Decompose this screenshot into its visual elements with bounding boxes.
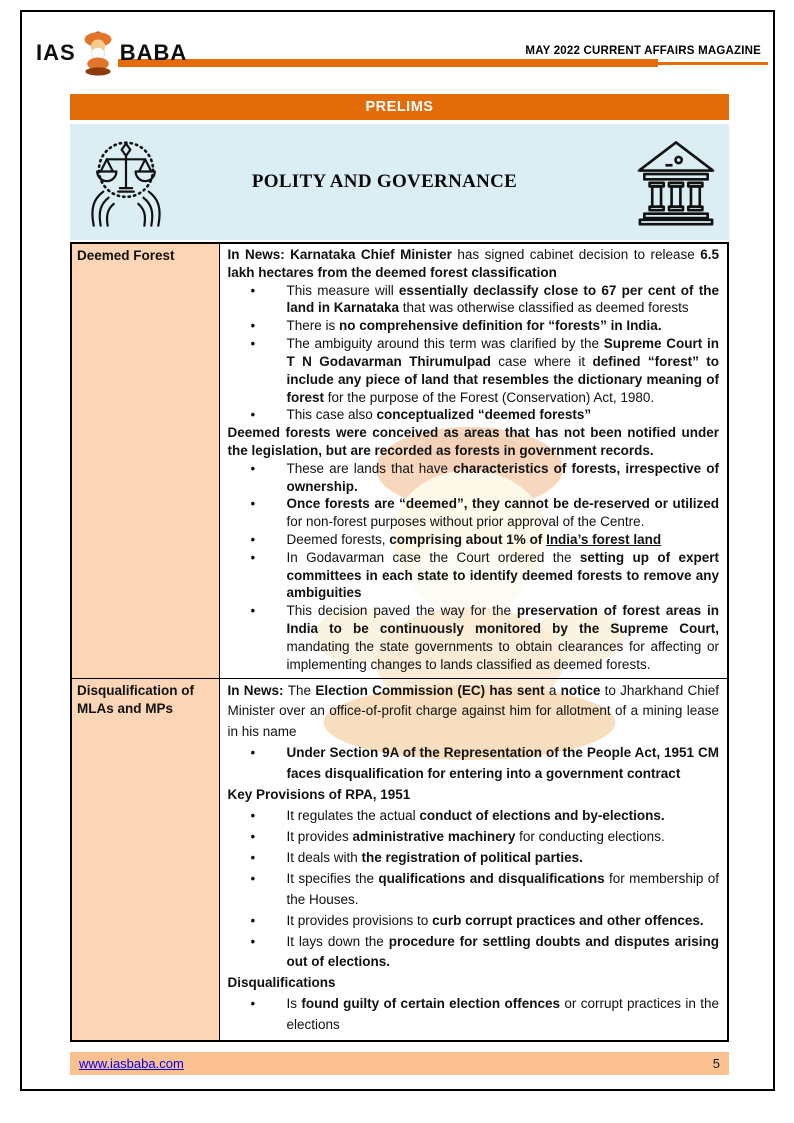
topic-content — [219, 243, 728, 678]
topic-label: Deemed Forest — [71, 243, 219, 678]
text-run: Supreme Court in T N Godavarman Thirumulpad — [286, 336, 719, 369]
bullet-text — [287, 531, 720, 549]
bullet-text — [287, 869, 720, 911]
bullet-text — [287, 806, 720, 827]
content-paragraph — [228, 785, 720, 806]
text-run: notice — [560, 682, 605, 698]
bullet-text — [287, 743, 720, 785]
text-run: It deals with — [286, 849, 362, 865]
text-run: case where it — [498, 353, 593, 369]
bullet-text — [287, 602, 720, 673]
bullet-text — [287, 827, 720, 848]
bullet-text — [287, 317, 720, 335]
text-run: characteristics of forests, irrespective of ownership. — [286, 460, 719, 494]
bullet-item — [228, 743, 720, 785]
text-run: The ambiguity around this term was clarified by the — [286, 336, 604, 352]
bullet-icon: • — [250, 745, 256, 761]
bullet-icon: • — [250, 828, 256, 844]
magazine-title: MAY 2022 CURRENT AFFAIRS MAGAZINE — [525, 45, 761, 57]
topics-table — [70, 242, 729, 1042]
logo-text-baba: BABA — [119, 40, 188, 65]
text-run: Key Provisions of RPA, 1951 — [227, 787, 411, 803]
bullet-icon: • — [250, 996, 256, 1012]
text-run: This case also — [286, 407, 377, 423]
bullet-item — [228, 317, 720, 335]
bullet-text — [287, 495, 720, 531]
bullet-text — [287, 994, 720, 1036]
bullet-text — [287, 932, 720, 974]
bullet-icon: • — [250, 549, 256, 565]
page-number: 5 — [712, 1056, 720, 1072]
text-run: It provides provisions to — [286, 912, 433, 928]
text-run: The — [287, 682, 316, 698]
text-run: setting up of expert committees in each state to identify deemed forests to remove any ambiguities — [286, 549, 719, 601]
text-run: In News: Karnataka Chief Minister — [227, 247, 458, 262]
header-logo — [36, 28, 187, 78]
baba-mascot-icon — [80, 28, 116, 78]
text-run: that was otherwise classified as deemed forests — [402, 300, 689, 316]
table-row — [71, 678, 728, 1041]
text-run: Election Commission (EC) has sent — [315, 682, 549, 698]
bullet-icon: • — [250, 603, 256, 619]
content-paragraph — [228, 973, 720, 994]
bullet-text — [287, 335, 720, 406]
text-run: no comprehensive definition for “forests” in India. — [339, 318, 662, 334]
text-run: defined “forest” to include any piece of land that resembles the dictionary meaning of forest — [286, 353, 719, 405]
text-run: curb corrupt practices and other offences. — [432, 912, 704, 928]
bullet-icon: • — [250, 496, 256, 512]
text-run: It provides — [286, 828, 353, 844]
content-paragraph — [228, 681, 720, 744]
scales-in-hands-icon — [78, 130, 174, 234]
topic-label: Disqualification of MLAs and MPs — [71, 678, 219, 1041]
text-run: These are lands that have — [286, 460, 454, 476]
content-paragraph — [228, 246, 720, 282]
bullet-item — [228, 806, 720, 827]
bullet-item — [228, 335, 720, 406]
bullet-item — [228, 848, 720, 869]
text-run: There is — [286, 318, 340, 334]
bullet-icon: • — [250, 460, 256, 476]
text-run: Is — [286, 996, 302, 1012]
bank-building-icon — [631, 138, 721, 226]
text-run: preservation of forest areas in India to be continuously monitored by the Supreme Court, — [286, 603, 719, 637]
bullet-icon: • — [250, 336, 256, 352]
bullet-item — [228, 406, 720, 424]
text-run: Under Section 9A of the Representation of the People Act, 1951 CM faces disqualification for entering into a government contract — [286, 745, 719, 782]
bullet-item — [228, 282, 720, 318]
section-banner — [70, 124, 729, 240]
text-run: or corrupt practices in the elections — [286, 996, 719, 1033]
text-run: Deemed forests were conceived as areas that has not been notified under the legislation, but are recorded as forests in government records. — [227, 425, 719, 458]
bullet-text — [287, 848, 720, 869]
bullet-item — [228, 932, 720, 974]
text-run: Disqualifications — [227, 975, 336, 991]
text-run: 6.5 lakh hectares from the deemed forest classification — [227, 247, 720, 280]
text-run: In News: — [227, 682, 288, 698]
content-paragraph — [228, 424, 720, 460]
text-run: In Godavarman case the Court ordered the — [286, 549, 580, 565]
bullet-icon: • — [250, 532, 256, 547]
text-run: conceptualized “deemed forests” — [376, 407, 592, 423]
text-run: India’s forest land — [546, 532, 662, 547]
text-run: for the purpose of the Forest (Conservation) Act, 1980. — [327, 389, 655, 405]
text-run: qualifications and disqualifications — [378, 870, 609, 886]
bullet-item — [228, 602, 720, 673]
text-run: a — [548, 682, 561, 698]
text-run: found guilty of certain election offences — [301, 996, 565, 1012]
bullet-item — [228, 549, 720, 602]
logo-text-ias: IAS — [36, 40, 76, 65]
topic-content — [219, 678, 728, 1041]
text-run: conduct of elections and by-elections. — [419, 808, 665, 824]
text-run: Deemed forests, — [286, 532, 390, 547]
text-run: comprising about 1% of — [389, 532, 547, 547]
text-run: administrative machinery — [352, 828, 520, 844]
text-run: This measure will — [286, 282, 399, 298]
bullet-icon: • — [250, 912, 256, 928]
website-link[interactable]: www.iasbaba.com — [79, 1056, 184, 1072]
bullet-item — [228, 460, 720, 496]
text-run: for conducting elections. — [519, 828, 665, 844]
bullet-icon: • — [250, 849, 256, 865]
text-run: mandating the state governments to obtain clearances for affecting or implementing changes to lands classified as deemed forests. — [286, 638, 719, 672]
bullet-item — [228, 531, 720, 549]
text-run: the registration of political parties. — [361, 849, 583, 865]
text-run: has signed cabinet decision to release — [457, 247, 701, 262]
bullet-icon: • — [250, 870, 256, 886]
bullet-item — [228, 911, 720, 932]
bullet-item — [228, 827, 720, 848]
magazine-page — [20, 10, 775, 1091]
header-rule-thin — [656, 62, 768, 65]
bullet-text — [287, 282, 720, 318]
bullet-icon: • — [250, 318, 256, 334]
bullet-item — [228, 495, 720, 531]
text-run: essentially declassify close to 67 per cent of the land in Karnataka — [286, 282, 719, 316]
bullet-icon: • — [250, 933, 256, 949]
text-run: for membership of the Houses. — [286, 870, 719, 907]
text-run: to Jharkhand Chief Minister over an office-of-profit charge against him for allotment of a mining lease in his name — [227, 682, 720, 740]
text-run: It specifies the — [286, 870, 379, 886]
prelims-banner: PRELIMS — [70, 94, 729, 120]
text-run: It regulates the actual — [286, 808, 420, 824]
page-content — [70, 94, 729, 1075]
bullet-icon: • — [250, 282, 256, 298]
section-title: POLITY AND GOVERNANCE — [251, 171, 518, 192]
bullet-item — [228, 994, 720, 1036]
text-run: Once forests are “deemed”, they cannot be de-reserved or utilized — [286, 496, 719, 512]
bullet-text — [287, 406, 720, 424]
bullet-text — [287, 549, 720, 602]
bullet-text — [287, 911, 720, 932]
text-run: for non-forest purposes without prior approval of the Centre. — [286, 514, 645, 530]
header-rule-thick — [118, 59, 658, 67]
text-run: procedure for settling doubts and disputes arising out of elections. — [286, 933, 719, 970]
footer-bar — [70, 1052, 729, 1075]
bullet-text — [287, 460, 720, 496]
text-run: It lays down the — [286, 933, 389, 949]
bullet-icon: • — [250, 808, 256, 824]
bullet-item — [228, 869, 720, 911]
table-row — [71, 243, 728, 678]
text-run: This decision paved the way for the — [286, 603, 517, 619]
bullet-icon: • — [250, 407, 256, 423]
